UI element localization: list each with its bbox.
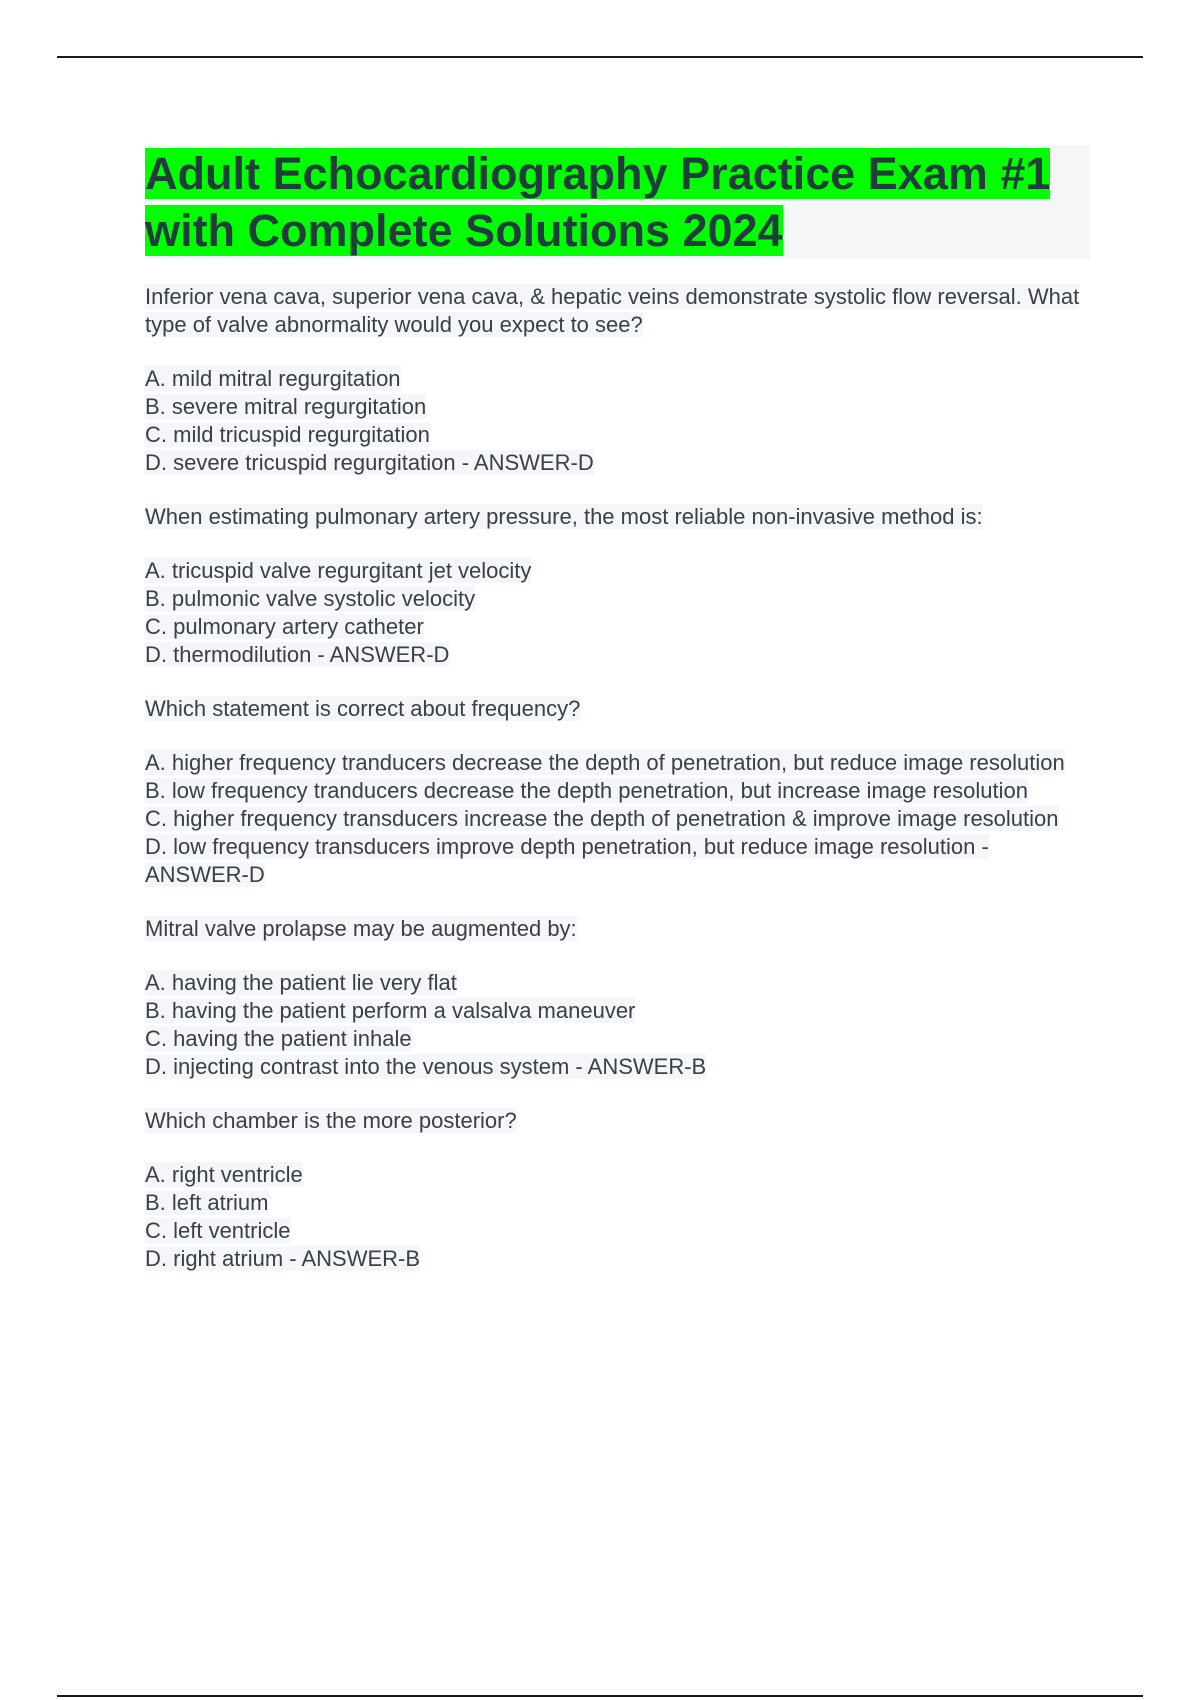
answer-options [145, 1161, 1090, 1273]
title-highlight: Adult Echocardiography Practice Exam #1 with Complete Solutions 2024 [145, 148, 1051, 256]
question-prompt: Which statement is correct about frequency? [145, 696, 581, 721]
option-b: B. severe mitral regurgitation [145, 394, 427, 419]
question-prompt: Mitral valve prolapse may be augmented by: [145, 916, 577, 941]
option-b: B. having the patient perform a valsalva maneuver [145, 998, 636, 1023]
question-5 [145, 1107, 1090, 1273]
question-prompt: When estimating pulmonary artery pressure, the most reliable non-invasive method is: [145, 504, 983, 529]
option-a: A. having the patient lie very flat [145, 970, 457, 995]
answer-options [145, 969, 1090, 1081]
option-d: D. thermodilution - ANSWER-D [145, 642, 450, 667]
option-d: D. right atrium - ANSWER-B [145, 1246, 421, 1271]
option-a: A. right ventricle [145, 1162, 303, 1187]
option-a: A. higher frequency tranducers decrease the depth of penetration, but reduce image resolution [145, 750, 1065, 775]
question-prompt: Which chamber is the more posterior? [145, 1108, 517, 1133]
bottom-rule [57, 1695, 1143, 1697]
option-c: C. having the patient inhale [145, 1026, 412, 1051]
question-4 [145, 915, 1090, 1081]
question-3 [145, 695, 1090, 889]
option-b: B. pulmonic valve systolic velocity [145, 586, 476, 611]
answer-options [145, 365, 1090, 477]
option-b: B. low frequency tranducers decrease the depth penetration, but increase image resolution [145, 778, 1028, 803]
title-block [145, 145, 1090, 259]
option-c: C. left ventricle [145, 1218, 291, 1243]
option-d: D. severe tricuspid regurgitation - ANSWER-D [145, 450, 594, 475]
document-body [145, 145, 1090, 1299]
option-b: B. left atrium [145, 1190, 269, 1215]
option-c: C. higher frequency transducers increase the depth of penetration & improve image resolution [145, 806, 1059, 831]
option-a: A. mild mitral regurgitation [145, 366, 401, 391]
option-a: A. tricuspid valve regurgitant jet velocity [145, 558, 532, 583]
answer-options [145, 557, 1090, 669]
document-title [145, 145, 1090, 259]
option-d: D. low frequency transducers improve depth penetration, but reduce image resolution - ANSWER-D [145, 834, 989, 887]
question-prompt: Inferior vena cava, superior vena cava, & hepatic veins demonstrate systolic flow reversal. What type of valve abnormality would you expect to see? [145, 284, 1080, 337]
option-d: D. injecting contrast into the venous system - ANSWER-B [145, 1054, 707, 1079]
option-c: C. mild tricuspid regurgitation [145, 422, 430, 447]
top-rule [57, 56, 1143, 58]
option-c: C. pulmonary artery catheter [145, 614, 424, 639]
question-1 [145, 283, 1090, 477]
question-2 [145, 503, 1090, 669]
answer-options [145, 749, 1090, 889]
